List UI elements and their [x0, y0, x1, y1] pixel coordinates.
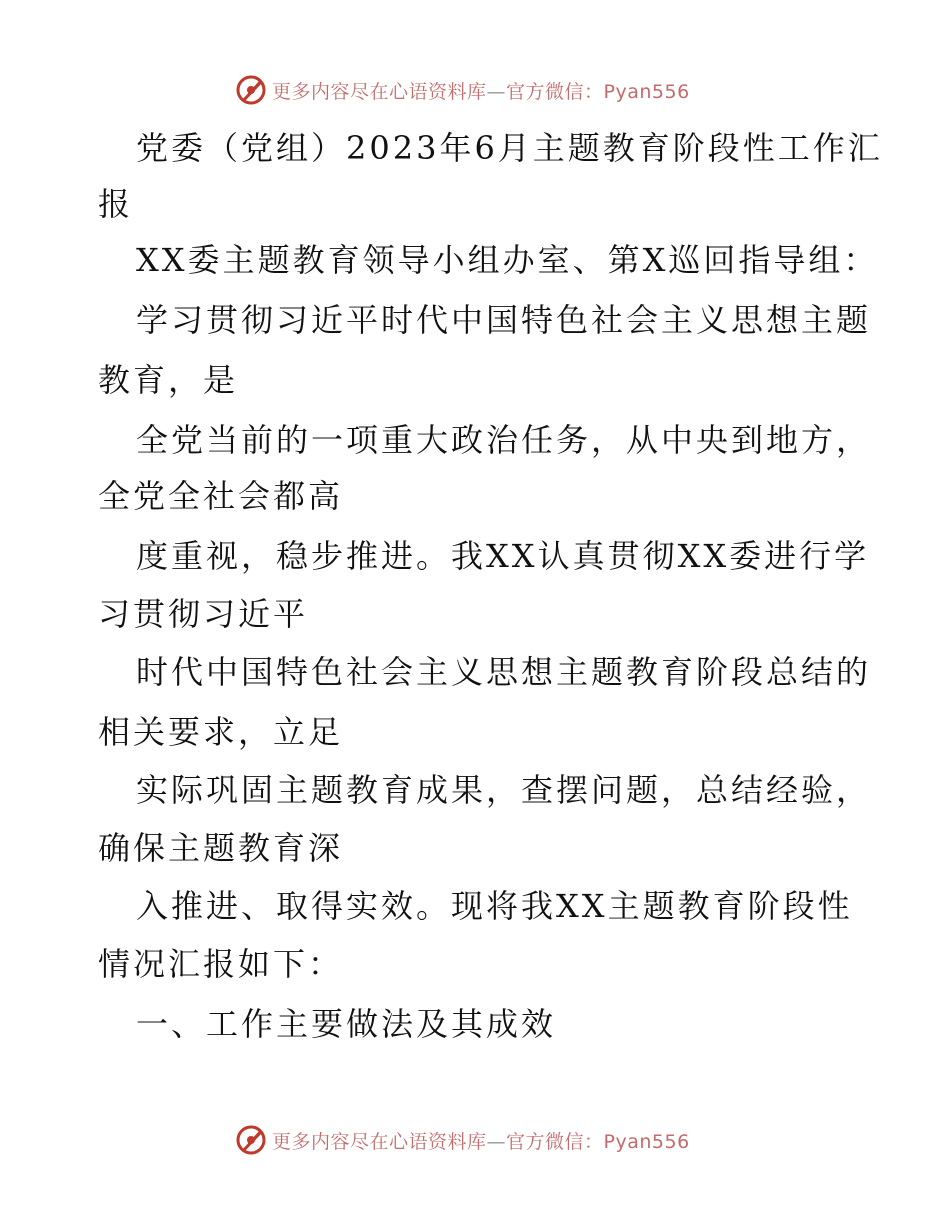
doc-text-line: 相关要求，立足 — [98, 713, 344, 751]
watermark-text: 更多内容尽在心语资料库—官方微信：Pyan556 — [272, 1130, 690, 1153]
doc-text-line: 全党全社会都高 — [98, 477, 344, 515]
doc-text-line: 确保主题教育深 — [98, 829, 344, 867]
doc-addressee: XX委主题教育领导小组办室、第X巡回指导组： — [136, 241, 879, 279]
doc-title-line: 报 — [98, 185, 134, 223]
watermark-text: 更多内容尽在心语资料库—官方微信：Pyan556 — [272, 80, 690, 103]
doc-text-line: 入推进、取得实效。现将我XX主题教育阶段性 — [136, 887, 853, 925]
doc-text-line: 度重视，稳步推进。我XX认真贯彻XX委进行学 — [136, 537, 870, 575]
doc-text-line: 实际巩固主题教育成果，查摆问题，总结经验， — [136, 771, 872, 809]
doc-text-line: 学习贯彻习近平时代中国特色社会主义思想主题 — [136, 301, 872, 339]
doc-text-line: 全党当前的一项重大政治任务，从中央到地方， — [136, 421, 872, 459]
doc-title-line: 党委（党组）2023年6月主题教育阶段性工作汇 — [136, 129, 883, 167]
doc-text-line: 教育，是 — [98, 361, 239, 399]
doc-text-line: 情况汇报如下： — [98, 945, 344, 983]
quill-logo-icon — [234, 1123, 268, 1157]
doc-text-line: 时代中国特色社会主义思想主题教育阶段总结的 — [136, 653, 872, 691]
doc-text-line: 习贯彻习近平 — [98, 595, 309, 633]
watermark-banner-bottom — [0, 1120, 950, 1160]
section-heading: 一、工作主要做法及其成效 — [136, 1005, 557, 1043]
